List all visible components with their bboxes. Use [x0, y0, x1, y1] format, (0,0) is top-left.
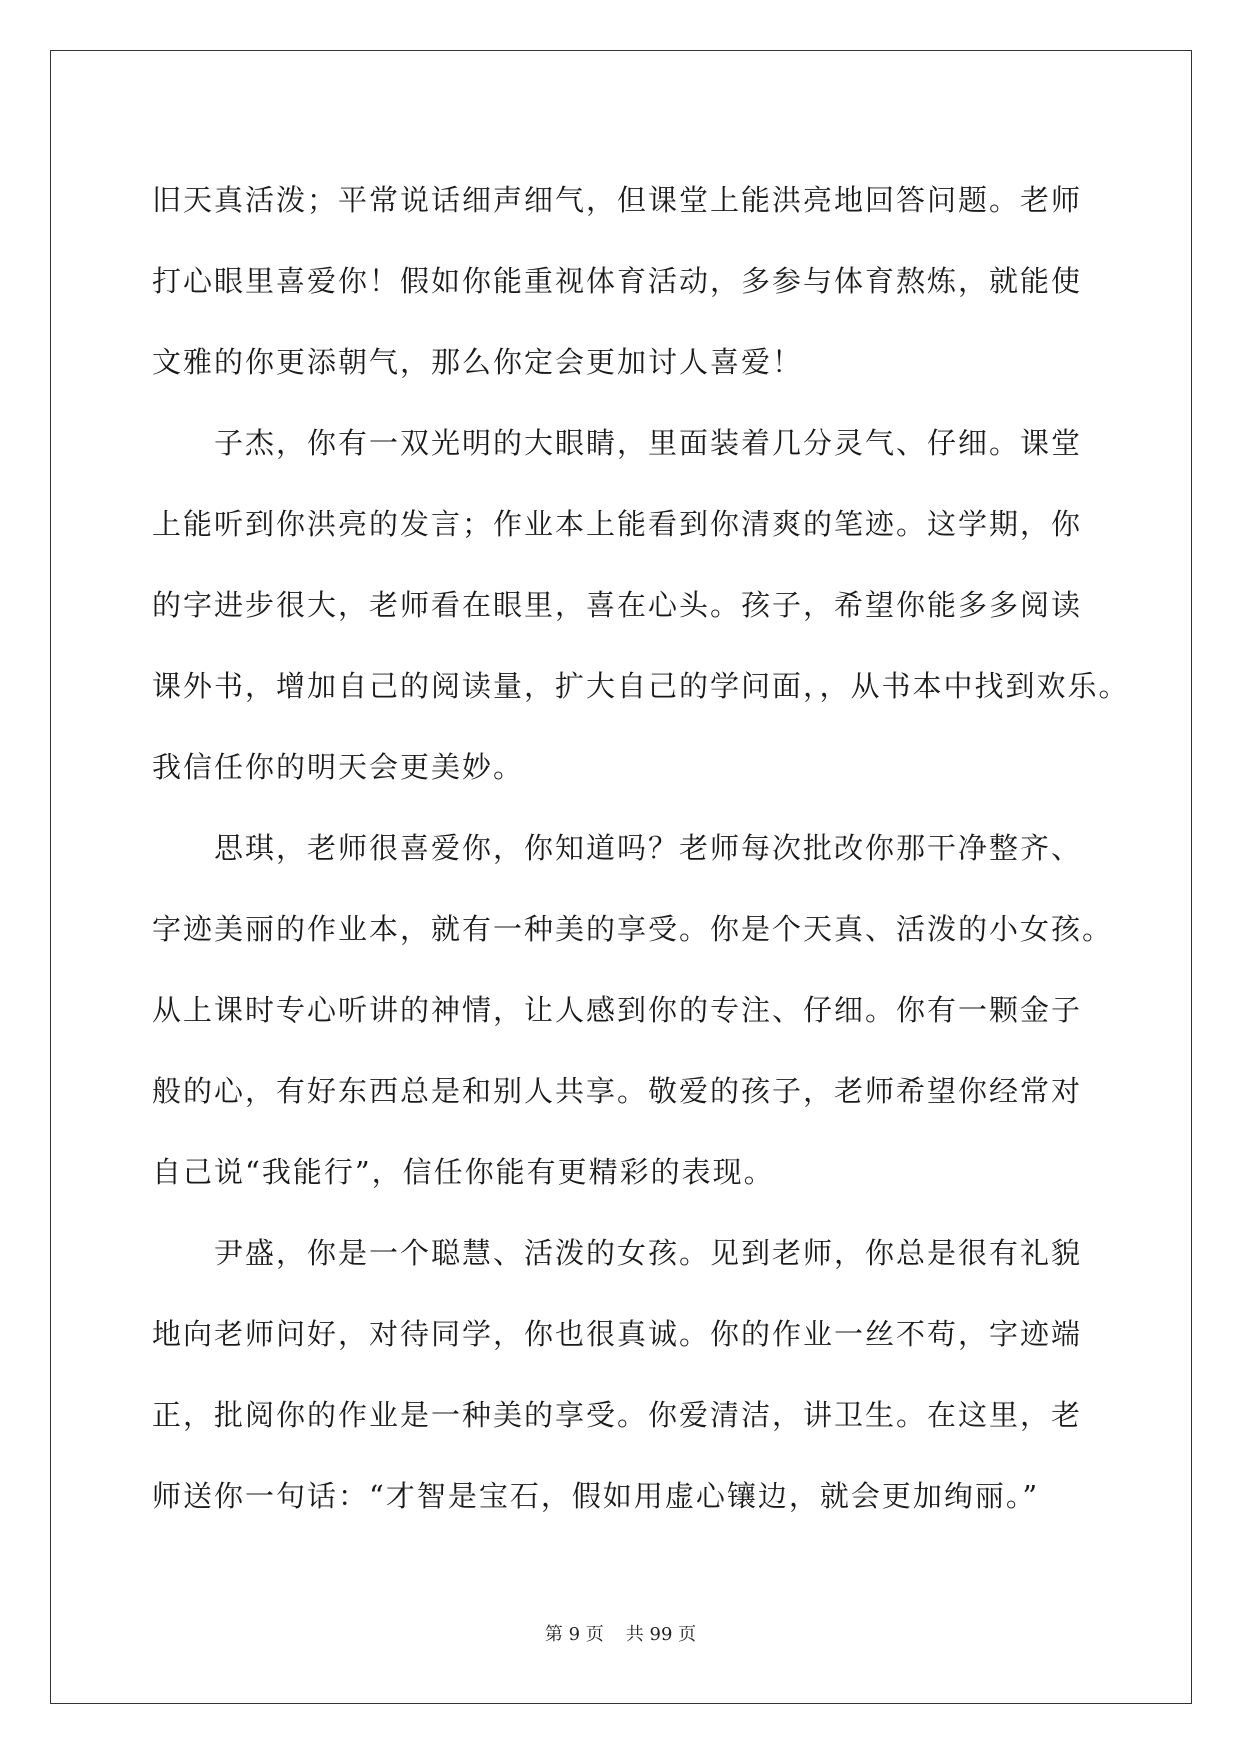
text-line: 上能听到你洪亮的发言；作业本上能看到你清爽的笔迹。这学期，你 [152, 507, 1083, 541]
text-line: 般的心，有好东西总是和别人共享。敬爱的孩子，老师希望你经常对 [152, 1074, 1083, 1108]
text-line: 师送你一句话：“才智是宝石，假如用虚心镶边，就会更加绚丽。” [152, 1479, 1040, 1513]
page-number: 第 9 页 [544, 1624, 604, 1645]
text-line: 的字进步很大，老师看在眼里，喜在心头。孩子，希望你能多多阅读 [152, 588, 1083, 622]
document-body [152, 160, 1130, 1537]
text-line: 子杰，你有一双光明的大眼睛，里面装着几分灵气、仔细。课堂 [152, 426, 1083, 460]
text-line: 我信任你的明天会更美妙。 [152, 750, 525, 784]
paragraph-4 [152, 1213, 1092, 1537]
page-footer [0, 1620, 1241, 1646]
text-line: 打心眼里喜爱你！假如你能重视体育活动，多参与体育熬炼，就能使 [152, 264, 1083, 298]
text-line: 尹盛，你是一个聪慧、活泼的女孩。见到老师，你总是很有礼貌 [152, 1236, 1083, 1270]
text-line: 思琪，老师很喜爱你，你知道吗？老师每次批改你那干净整齐、 [152, 831, 1083, 865]
total-pages: 共 99 页 [625, 1624, 697, 1645]
text-line: 从上课时专心听讲的神情，让人感到你的专注、仔细。你有一颗金子 [152, 993, 1083, 1027]
paragraph-1 [152, 160, 1092, 403]
paragraph-3 [152, 808, 1114, 1213]
text-line: 地向老师问好，对待同学，你也很真诚。你的作业一丝不苟，字迹端 [152, 1317, 1083, 1351]
paragraph-2 [152, 403, 1130, 808]
text-line: 字迹美丽的作业本，就有一种美的享受。你是个天真、活泼的小女孩。 [152, 912, 1114, 946]
text-line: 课外书，增加自己的阅读量，扩大自己的学问面，，从书本中找到欢乐。 [152, 669, 1130, 703]
text-line: 旧天真活泼；平常说话细声细气，但课堂上能洪亮地回答问题。老师 [152, 183, 1083, 217]
text-line: 文雅的你更添朝气，那么你定会更加讨人喜爱！ [152, 345, 804, 379]
text-line: 自己说“我能行”，信任你能有更精彩的表现。 [152, 1155, 775, 1189]
text-line: 正，批阅你的作业是一种美的享受。你爱清洁，讲卫生。在这里，老 [152, 1398, 1083, 1432]
